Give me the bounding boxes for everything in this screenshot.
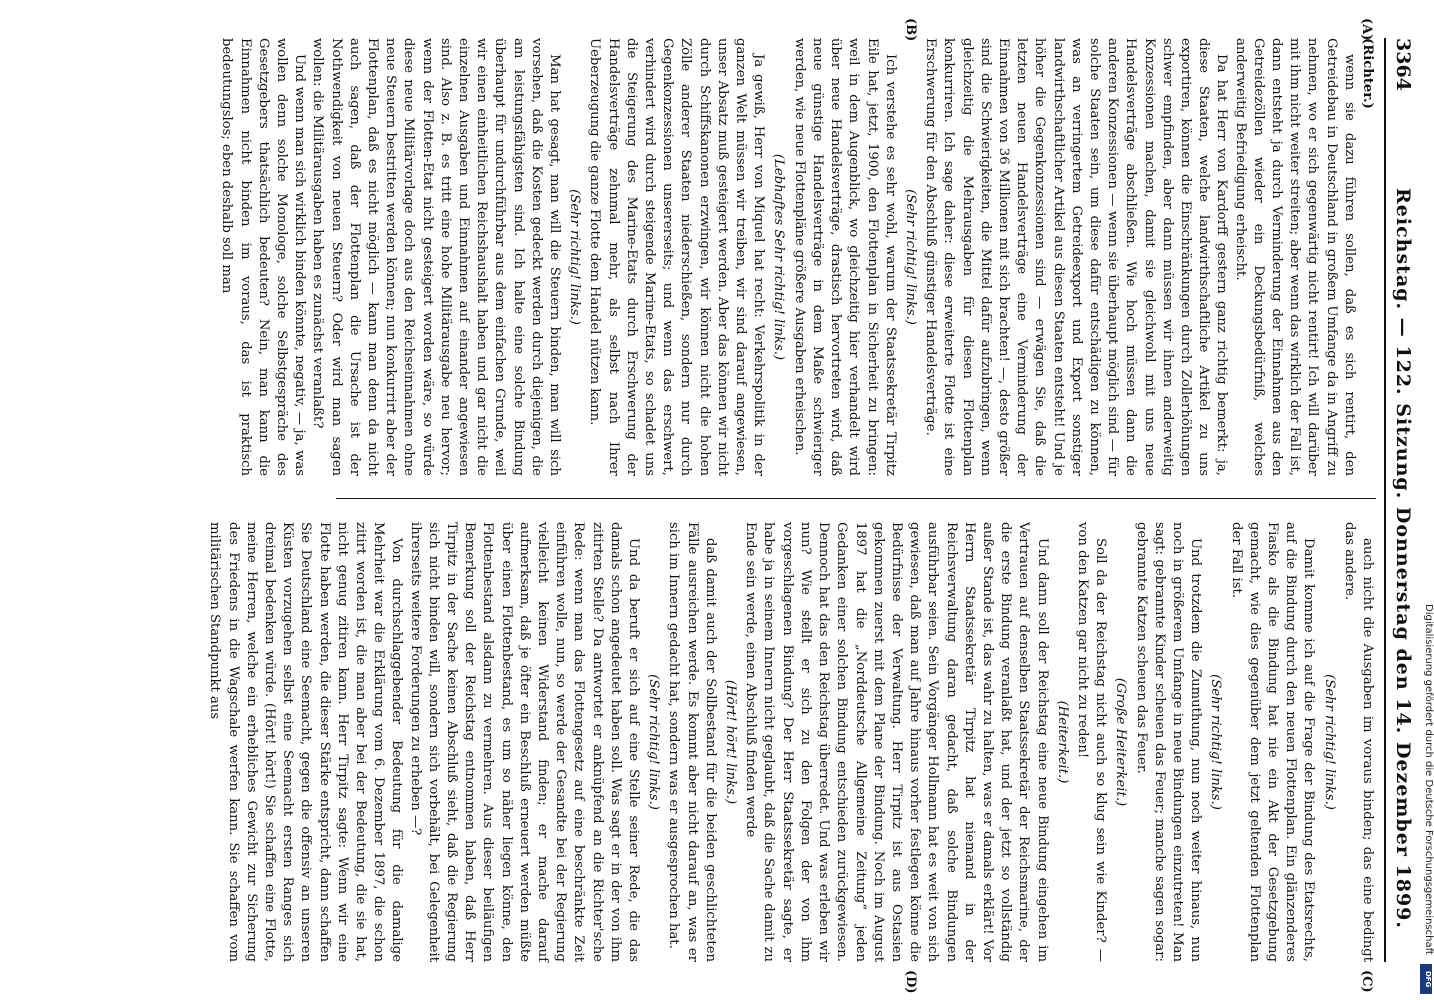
digitization-credit: Digitalisierung gefördert durch die Deutsche Forschungsgemeinschaft	[1423, 604, 1434, 955]
page-header	[1384, 38, 1420, 962]
interjection-note: (Lebhaftes Sehr richtig! links.)	[771, 153, 787, 361]
interjection-note: (Sehr richtig! links.)	[902, 189, 918, 325]
paragraph: Und trotzdem die Zumuthung, nun noch weiter hinaus, nun noch in größerem Umfange in neue Bindungen einzutreten! Man sagt: gebrannte Kinder scheuen das Feuer; manche sagen sogar: gebrannte Katzen scheuen das Feuer.	[1133, 522, 1204, 962]
paragraph: daß damit auch der Sollbestand für die beiden geschlichteten Fälle ausreichen werde. Es kommt aber nicht darauf an, was er sich im Innern gedacht hat, sondern was er ausgesprochen hat.	[666, 522, 718, 962]
interjection-note: (Sehr richtig! links.)	[1321, 674, 1337, 810]
interjection-note: (Große Heiterkeit.)	[1113, 677, 1129, 807]
paragraph: Soll da der Reichstag nicht auch so klug sein wie Kinder? — von den Katzen gar nicht zu reden!	[1074, 522, 1109, 962]
dfg-logo: DFG	[1420, 964, 1432, 994]
interjection-note: (Sehr richtig! links.)	[646, 674, 662, 810]
paragraph: wenn sie dazu führen sollen, daß es sich rentirt, den Getreidebau in Deutschland in großem Umfange da in Angriff zu nehmen, wo er sich gegenwärtig nicht rentirt! Ich will darüber mit ihm nicht weiter streiten; aber wenn das wirklich der Fall ist, dann entsteht ja durch Verminderung der Einnahmen aus den Getreidezöllen wieder ein Deckungsbedürfniß, welches anderweitig Befriedigung erheischt.	[1232, 38, 1357, 476]
paragraph: Ich verstehe es sehr wohl, warum der Staatssekretär Tirpitz Eile hat, jetzt, 1900, den Flottenplan in Sicherheit zu bringen: weil in dem Augenblick, wo gleichzeitig hier verhandelt wird über neue Handelsverträge, drastisch hervortreten wird, daß neue günstige Handelsverträge in dem Maße schwieriger werden, wie neue Flottenpläne größere Ausgaben erheischen.	[791, 38, 898, 476]
page-title: Reichstag. — 122. Sitzung. Donnerstag den 14. Dezember 1899.	[1392, 188, 1414, 930]
margin-label-c: (C)	[1359, 970, 1374, 993]
paragraph: Man hat gesagt, man will die Steuern binden, man will sich vorsehen, daß die Kosten gedeckt werden durch diejenigen, die am leistungsfähigsten sind. Ich halte eine solche Bindung überhaupt für undurchführbar aus dem einfachen Grunde, weil wir einen einheitlichen Reichshaushalt haben und gar nicht die einzelnen Ausgaben und Einnahmen auf einander angewiesen sind. Also z. B. es tritt eine hohe Militärausgabe neu hervor; wenn der Flotten-Etat nicht gesteigert worden wäre, so würde diese neue Militärvorlage doch aus den Reichseinnahmen ohne neue Steuern bestritten werden können; nun konkurrirt aber der Flottenplan, daß es nicht möglich — kann man denn da nicht auch sagen, daß der Flottenplan die Ursache ist der Nothwendigkeit von neuen Steuern? Oder wird man sagen wollen: die Militärausgaben haben es zunächst veranlaßt?	[310, 38, 563, 476]
margin-label-d: (D)	[903, 970, 918, 994]
paragraph: Und dann soll der Reichstag eine neue Bindung eingehen im Vertrauen auf denselben Staatssekretär der Reichsmarine, der die erste Bindung veranlaßt hat, und der jetzt so vollständig außer Stande ist, das wahr zu halten, was er damals erklärt! Vor Herrn Staatssekretär Tirpitz hat niemand in der Reichsverwaltung daran gedacht, daß solche Bindungen ausführbar seien. Sein Vorgänger Hollmann hat es weit von sich gewiesen, daß man auf Jahre hinaus vorher festlegen könne die Bedürfnisse der Verwaltung. Herr Tirpitz ist aus Ostasien gekommen zuerst mit dem Plane der Bindung. Noch im August 1897 hat die „Norddeutsche Allgemeine Zeitung“ jeden Gedanken einer solchen Bindung entschieden zurückgewiesen. Dennoch hat das den Reichstag überredet. Und was erleben wir nun? Wie stellt er sich zu den Folgen der von ihm vorgeschlagenen Bindung? Der Herr Staatssekretär sagte, er habe ja in seinem Innern nicht geglaubt, daß die Sache damit zu Ende sein werde, einen Abschluß finden werde	[743, 522, 1050, 962]
margin-label-a: (A)	[1359, 18, 1374, 41]
interjection-note: (Hört! hört! links.)	[723, 679, 739, 805]
speaker-name: (Richter.)	[1360, 38, 1375, 109]
interjection-note: (Heiterkeit.)	[1054, 700, 1070, 784]
paragraph: Und wenn man sich wirklich binden könnte, negativ, — ja, was wollen denn solche Monologe, solche Selbstgespräche des Gesetzgebers thatsächlich bedeuten? Nein, man kann die Einnahmen nicht binden im voraus, das ist praktisch bedeutungslos; eben deshalb soll man	[219, 38, 308, 476]
interjection-note: (Sehr richtig! links.)	[1208, 674, 1224, 810]
paragraph: Ja gewiß, Herr von Miquel hat recht: Verkehrspolitik in der ganzen Welt müssen wir treiben, wir sind darauf angewiesen, unser Absatz muß gesteigert werden. Aber das können wir nicht durch Schiffskanonen erzwingen, wir können nicht die hohen Zölle anderer Staaten niederschießen, sondern nur durch Gegenkonzessionen unsererseits; und wenn das erschwert, verhindert wird durch steigende Marine-Etats, so schadet uns die Steigerung des Marine-Etats durch Erschwerung der Handelsverträge zehnmal mehr, als selbst nach Ihrer Ueberzeugung die ganze Flotte dem Handel nützen kann.	[587, 38, 767, 476]
interjection-note: (Sehr richtig! links.)	[567, 189, 583, 325]
paragraph: Damit komme ich auf die Frage der Bindung des Etatsrechts, auf die Bindung durch den neuen Flottenplan. Ein glänzenderes Fiasko als die Bindung hat nie ein Akt der Gesetzgebung gemacht, wie dies gegenüber dem jetzt geltenden Flottenplan der Fall ist.	[1228, 522, 1317, 962]
paragraph: Da hat Herr von Kardorff gestern ganz richtig bemerkt: ja, diese Staaten, welche landwirthschaftliche Artikel zu uns exportiren, können die Einschränkungen durch Zollerhöhungen schwer empfinden, aber dann müssen wir ihnen anderweitig Konzessionen machen, damit sie gleichwohl mit uns neue Handelsverträge abschließen. Wie hoch müssen dann die anderen Konzessionen — wenn sie überhaupt möglich sind — für solche Staaten sein, um diese dafür entschädigen zu können, was an verringertem Getreideexport und Export sonstiger landwirthschaftlicher Artikel aus diesen Staaten entsteht! Und je höher die Gegenkonzessionen sind — erwägen Sie, daß die letzten neuen Handelsverträge eine Verminderung der Einnahmen von 36 Millionen mit sich brachten! —, desto größer sind die Schwierigkeiten, die Mittel dafür aufzubringen, wenn gleichzeitig die Mehrausgaben für diesen Flottenplan konkurriren. Ich sage daher: diese erweiterte Flotte ist eine Erschwerung für den Abschluß günstiger Handelsverträge.	[923, 38, 1230, 476]
paragraph: auch nicht die Ausgaben im voraus binden; das eine bedingt das andere.	[1341, 522, 1375, 962]
paragraph: Und da beruft er sich auf eine Stelle seiner Rede, die das damals schon angedeutet haben soll. Was sagt er in der von ihm zitirten Stelle? Da antwortet er anknüpfend an die Richter'sche Rede: wenn man das Flottengesetz auf eine beschränkte Zeit einführen wolle, nun, so werde der Gesandte bei der Regierung vielleicht keinen Widerstand finden; er mache darauf aufmerksam, daß je öfter ein Beschluß erneuert werden müßte über einen Flottenbestand, es um so näher liegen könne, den Flottenbestand alsdann zu vermehren. Aus dieser beiläufigen Bemerkung soll der Reichstag entnommen haben, daß Herr Tirpitz in der Sache keinen Abschluß sieht, daß die Regierung sich nicht binden will, sondern sich vorbehält, bei Gelegenheit ihrerseits weitere Forderungen zu erheben —?	[407, 522, 642, 962]
left-column	[219, 38, 1376, 476]
page-number: 3364	[1392, 38, 1414, 91]
margin-label-b: (B)	[903, 18, 918, 42]
paragraph: Von durchschlaggebender Bedeutung für die damalige Mehrheit war die Erklärung vom 6. Dezember 1897, die schon zitirt worden ist, die man aber bei der Bedeutung, die sie hat, nicht genug zitiren kann. Herr Tirpitz sagte: Wenn wir eine Flotte haben werden, die dieser Stärke entspricht, dann schaffen Sie Deutschland eine Seemacht, gegen die offensiv an unseren Küsten vorzugehen selbst eine Seemacht ersten Ranges sich dreimal bedenken würde. (Hört! hört!) Sie schaffen eine Flotte, meine Herren, welche ein erhebliches Gewicht zur Sicherung des Friedens in die Wagschale werfen kann. Sie schaffen vom militärischen Standpunkt aus	[207, 522, 405, 962]
right-column	[207, 522, 1376, 962]
column-divider	[336, 498, 1376, 499]
